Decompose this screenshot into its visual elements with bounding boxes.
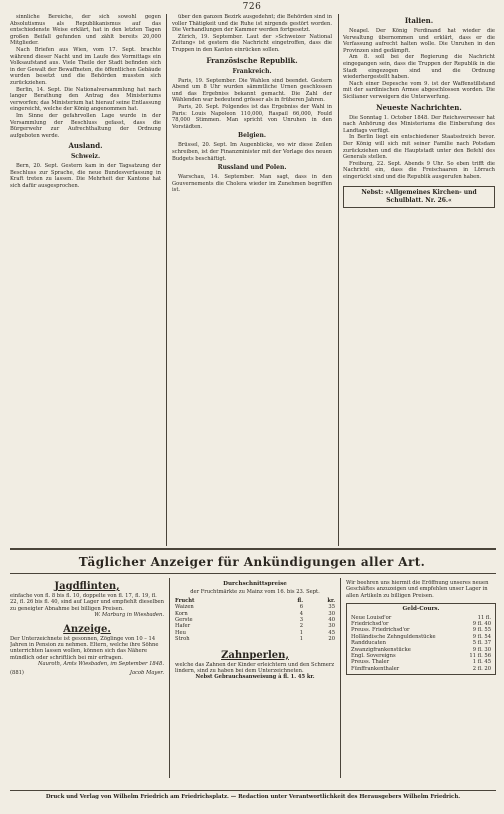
price-commodity: Waizen (175, 604, 194, 611)
price-table-title: Durchschnittspreise (223, 581, 287, 587)
coin-rate: 1 fl. 45 (472, 659, 491, 666)
article-paragraph: Freiburg, 22. Sept. Abends 9 Uhr. So eben trifft die Nachricht ein, dass die Freischaaren in Lörrach eingerückt sind und die Republik ausgerufen haben. (343, 160, 495, 180)
ad-text: welche das Zahnen der Kinder erleichtern und den Schmerz lindern, sind zu haben bei dem Unterzeichneten. (175, 661, 335, 675)
price-commodity: Korn (175, 610, 188, 617)
coin-rate: 2 fl. 20 (472, 665, 491, 672)
price-value: 1 (299, 636, 303, 643)
ad-text: einfache von fl. 8 bis fl. 10, doppelte von fl. 17, fl. 19, fl. 22, fl. 26 bis fl. 40, sind auf Lager und empfiehlt dieselben zu geneigter Abnahme bei billigen Preisen. (10, 593, 164, 612)
article-paragraph: Bern, 20. Sept. Gestern kam in der Tagsatzung der Beschluss zur Sprache, die neue Bundesverfassung in Kraft treten zu lassen. Die Mehrheit der Kantone hat sich dafür ausgesprochen. (10, 163, 161, 190)
coin-name: Preuss. Friedrichsd'or (351, 627, 410, 634)
article-paragraph: sinnliche Bereiche, der sich sowohl gegen Absolutismus als Republikanismus auf das entschiedenste Weise erklärt, hat in den letzten Tagen großen Beifall gefunden und zählt bereits 20,000 Mitglieder. (10, 14, 161, 47)
subheading-schweiz: Schweiz. (70, 153, 101, 161)
supplement-notice-box: Nebst: »Allgemeines Kirchen- und Schulblatt. Nr. 26.« (343, 186, 495, 208)
subheading-russland: Russland und Polen. (217, 164, 287, 172)
article-paragraph: Im Sinne der gefahrvollen Lage wurde in der Versammlung der Beschluss gefasst, dass die Bürgerwehr zur Aufrechthaltung der Ordnung aufgeboten werde. (10, 112, 161, 139)
price-value: 2 (299, 623, 303, 630)
imprint-footer: Druck und Verlag von Wilhelm Friedrich am Friedrichsplatz. — Redaction unter Verantwortlichkeit des Herausgebers Wilhelm Friedrich. (45, 794, 461, 800)
page-number: 726 (242, 2, 262, 12)
coin-rate: 5 fl. 37 (472, 640, 491, 647)
ad-text: Der Unterzeichnete ist gesonnen, Zöglinge von 10 – 14 Jahren in Pension zu nehmen. Eltern, welche ihre Söhne unterrichten lassen wollen, können sich das Nähere mündlich oder schriftlich bei mir erfragen. (10, 635, 159, 661)
coin-name: Engl. Sovereigns (351, 653, 396, 660)
section-rule (10, 573, 496, 574)
ad-number: (881) (10, 669, 24, 676)
column-divider (169, 578, 170, 778)
price-value: 30 (328, 623, 335, 630)
coin-name: Preuss. Thaler (351, 659, 390, 666)
ad-name: Jacob Mayer. (129, 669, 164, 676)
gold-course-body (351, 615, 491, 673)
column-2 (172, 14, 332, 544)
article-paragraph: Warschau, 14. September. Man sagt, dass in den Gouvernements die Cholera wieder im Zunehmen begriffen ist. (172, 174, 332, 194)
price-commodity: Heu (175, 629, 186, 636)
advertiser-banner: Täglicher Anzeiger für Ankündigungen aller Art. (78, 555, 426, 569)
coin-rate: 9 fl. 30 (472, 646, 491, 653)
coin-name: Holländische Zehnguldenstücke (351, 633, 436, 640)
article-paragraph: Neapel. Der König Ferdinand hat wieder die Verwaltung übernommen und erklärt, dass er die Verfassung aufrecht halten wolle. Die Unruhen in den Provinzen sind gedämpft. (343, 28, 495, 54)
section-rule (10, 790, 496, 791)
subheading-belgien: Belgien. (238, 132, 266, 140)
ad-text: Wir beehren uns hiermit die Eröffnung unseres neuen Geschäftes anzuzeigen und empfehlen unser Lager in allen Artikeln zu billigen Preisen. (346, 580, 489, 599)
section-heading-ausland: Ausland. (68, 141, 103, 151)
ad-title-zahnperlen: Zahnperlen, (221, 649, 289, 661)
price-table-subtitle: der Fruchtmärkte zu Mainz vom 16. bis 23. Sept. (190, 589, 320, 596)
article-paragraph: Nach Briefen aus Wien, vom 17. Sept. brachte während dieser Nacht und im Laufe des Vormittags ein Volksaufstand aus. Viele Theile der Stadt befinden sich in der Gewalt der Bewaffneten, die öffentlichen Gebäude wurden besetzt und die Behörden mussten sich zurückziehen. (10, 46, 161, 86)
ad-title-anzeige: Anzeige. (63, 623, 111, 635)
ads-column-3 (346, 580, 496, 788)
price-value: 4 (299, 610, 303, 617)
column-divider (166, 14, 167, 546)
article-paragraph: Berlin, 14. Sept. Die Nationalversammlung hat nach langer Berathung den Antrag des Ministeriums verworfen; das Ministerium hat hierauf seine Entlassung eingereicht, welche der König angenommen hat. (10, 86, 161, 113)
coin-rate: 9 fl. 40 (472, 621, 491, 628)
price-value: 30 (328, 610, 335, 617)
ad-signature: Nebst Gebrauchsanweisung à fl. 1. 45 kr. (195, 674, 315, 681)
coin-rate: 11 fl. 56 (469, 653, 491, 660)
price-value: 45 (328, 629, 335, 636)
price-value: 3 (299, 617, 303, 624)
article-paragraph: Am 8. soll bei der Regierung die Nachricht eingegangen sein, dass die Truppen der Republik in die Stadt eingezogen sind und die Ordnung wiederhergestellt haben. (343, 54, 495, 81)
gold-course-table (346, 603, 496, 675)
coin-rate: 11 fl. (477, 614, 491, 621)
price-value: 6 (299, 604, 303, 611)
ads-column-2 (175, 580, 335, 788)
coin-name: Neue Louisd'or (351, 614, 392, 621)
coin-rate: 9 fl. 55 (472, 627, 491, 634)
price-table-body (175, 604, 335, 642)
section-heading-italien: Italien. (404, 16, 434, 25)
column-divider (340, 578, 341, 778)
price-value: 40 (328, 617, 335, 624)
price-value: 1 (299, 629, 303, 636)
ad-title-jagdflinten: Jagdflinten, (54, 581, 120, 592)
column-divider (338, 14, 339, 546)
ad-signature: W. Marburg in Wiesbaden. (94, 612, 164, 619)
ad-signature: Nauroth, Amts Wiesbaden, im September 1848. (37, 661, 164, 668)
coin-name: Randducaten (351, 640, 386, 647)
price-commodity: Stroh (175, 636, 190, 643)
article-paragraph: Zürich, 19. September. Laut der »Schweizer National Zeitung« ist gestern die Nachricht eingetroffen, dass die Truppen in den Kanton einrücken sollen. (172, 33, 332, 53)
coin-name: Fünffrankenthaler (351, 665, 400, 672)
article-paragraph: Brüssel, 20. Sept. Im Augenblicke, wo wir diese Zeilen schreiben, ist der Finanzminister mit der Vorlage des neuen Budgets beschäftigt. (172, 142, 332, 162)
price-commodity: Hafer (175, 623, 191, 630)
section-heading-republic: Französische Republik. (206, 55, 298, 65)
article-paragraph: Die Sonntag 1. October 1848. Der Reichsverweser hat nach Anhörung des Ministeriums die Einberufung des Landtags verfügt. (343, 114, 495, 134)
coin-name: Friedrichsd'or (351, 621, 389, 628)
coin-name: Zwanzigfrankenstücke (351, 646, 411, 653)
price-table-header: Frucht fl. kr. (175, 597, 335, 604)
section-rule (10, 548, 496, 550)
column-1 (10, 14, 161, 544)
section-heading-neueste: Neueste Nachrichten. (376, 102, 462, 112)
subheading-frankreich: Frankreich. (232, 67, 272, 75)
price-value: 20 (328, 636, 335, 643)
price-commodity: Gerste (175, 617, 193, 624)
coin-rate: 9 fl. 54 (472, 633, 491, 640)
ads-column-1 (10, 580, 164, 788)
price-value: 35 (328, 604, 335, 611)
article-paragraph: Paris, 19. September. Die Wahlen sind beendet. Gestern Abend um 8 Uhr wurden sämmtliche Urnen geschlossen und das Ergebniss bekannt gemacht. Die Zahl der Wählenden war bedeutend grösser als in früheren Jahren. (172, 77, 332, 104)
article-paragraph: über den ganzen Bezirk ausgedehnt; die Behörden sind in voller Thätigkeit und die Ruhe ist nirgends gestört worden. Die Verhandlungen der Kammer werden fortgesetzt. (172, 14, 332, 34)
price-row (175, 636, 335, 642)
gold-course-title: Geld-Cours. (402, 606, 440, 613)
article-paragraph: In Berlin liegt ein entschiedener Staatsstreich bevor. Der König will sich mit seiner Familie nach Potsdam zurückziehen und die Hauptstadt unter den Befehl des Generals stellen. (343, 134, 495, 161)
article-paragraph: Paris, 20. Sept. Folgendes ist das Ergebniss der Wahl in Paris: Louis Napoleon 110,000, Raspail 66,000, Fould 78,000 Stimmen. Man spricht von Unruhen in den Vorstädten. (172, 103, 332, 130)
gold-course-row (351, 666, 491, 672)
column-3 (343, 14, 495, 544)
article-paragraph: Nach einer Depesche vom 9. ist der Waffenstillstand mit der sardinischen Armee abgeschlossen worden. Die Sicilianer verweigern die Unterwerfung. (343, 80, 495, 100)
